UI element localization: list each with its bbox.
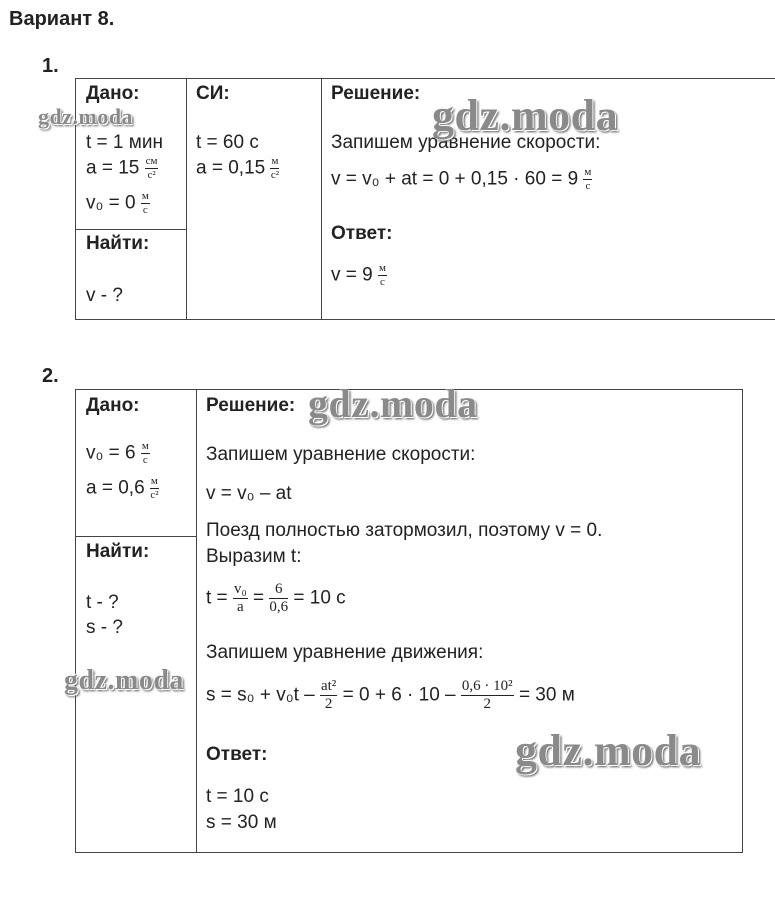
task2-given-a-den: c²	[150, 489, 159, 501]
task1-given-a-den: c²	[147, 169, 156, 181]
task2-s-frac1-num: at²	[320, 678, 337, 694]
task2-t-frac2	[269, 582, 288, 615]
task2-t-frac1-den: a	[236, 599, 244, 615]
task2-s-part1: s = s₀ + v₀t –	[206, 684, 315, 706]
task2-s-equation	[206, 679, 575, 712]
task2-number: 2.	[42, 365, 59, 387]
task2-border-right	[742, 389, 743, 853]
task2-t-eq-sign: =	[252, 587, 265, 609]
task1-find: v - ?	[86, 285, 123, 306]
task2-s-frac2-den: 2	[483, 696, 492, 712]
task2-given-header: Дано:	[86, 395, 140, 416]
task2-answer-t: t = 10 с	[206, 786, 269, 807]
task1-divider-find	[75, 229, 187, 230]
task1-divider-given	[186, 78, 187, 320]
task1-border-bottom	[75, 319, 775, 320]
task2-s-frac2-num: 0,6 · 10²	[461, 678, 513, 694]
task2-t-lhs: t =	[206, 587, 228, 609]
task2-find-header: Найти:	[86, 541, 150, 562]
task1-solution-line1: Запишем уравнение скорости:	[331, 132, 601, 153]
task2-given-v0-unit	[141, 441, 150, 466]
task2-given-a-num: м	[150, 475, 158, 487]
task1-answer-header: Ответ:	[331, 223, 393, 244]
task1-solution-eq	[331, 167, 592, 192]
watermark-3: gdz.moda	[308, 381, 478, 426]
task2-t-frac2-num: 6	[269, 582, 288, 599]
task2-line2: Поезд полностью затормозил, поэтому v = 0.	[206, 520, 603, 541]
task1-find-header: Найти:	[86, 233, 150, 254]
task2-t-frac2-den: 0,6	[269, 599, 289, 615]
task2-border-left	[75, 389, 76, 853]
watermark-2: gdz.moda	[432, 91, 619, 140]
task1-answer	[331, 263, 387, 288]
task2-t-rhs: = 10 с	[293, 587, 346, 609]
task2-find-s: s - ?	[86, 617, 123, 638]
task1-answer-unit	[378, 263, 387, 288]
task1-given-header: Дано:	[86, 83, 140, 104]
task2-line3: Выразим t:	[206, 546, 302, 567]
task1-si-a-prefix: a = 0,15	[196, 157, 266, 179]
watermark-4: gdz.moda	[64, 665, 184, 696]
task2-given-v0	[86, 441, 150, 466]
task2-divider-find	[75, 536, 197, 537]
task2-t-frac1-num: v₀	[233, 581, 247, 597]
task2-given-a-unit	[150, 476, 159, 501]
watermark-5: gdz.moda	[515, 726, 702, 775]
task1-solution-eq-num: м	[584, 166, 592, 178]
task1-given-v0-prefix: v₀ = 0	[86, 192, 136, 214]
task2-line4: Запишем уравнение движения:	[206, 642, 484, 663]
task1-answer-num: м	[379, 262, 386, 274]
task1-border-top	[75, 78, 775, 79]
task2-answer-s: s = 30 м	[206, 812, 277, 833]
task1-given-a-prefix: a = 15	[86, 157, 140, 179]
task1-si-a	[196, 156, 279, 181]
task2-answer-header: Ответ:	[206, 744, 268, 765]
task2-s-frac2	[461, 679, 514, 712]
task2-t-frac1	[233, 582, 248, 615]
task2-given-a-prefix: a = 0,6	[86, 477, 145, 499]
task2-given-v0-num: м	[141, 440, 149, 452]
task2-eq1: v = v₀ – at	[206, 483, 292, 504]
task2-given-a	[86, 476, 159, 501]
task2-given-v0-den: с	[142, 454, 148, 466]
task1-solution-eq-unit	[583, 167, 592, 192]
task1-divider-si	[321, 78, 322, 320]
task1-si-t: t = 60 с	[196, 132, 259, 153]
task1-given-t: t = 1 мин	[86, 132, 163, 153]
task1-given-v0-den: с	[142, 204, 148, 216]
task2-divider-given	[196, 389, 197, 853]
task1-answer-den: с	[380, 276, 385, 288]
watermark-1: gdz.moda	[38, 104, 134, 129]
task1-solution-eq-text: v = v₀ + at = 0 + 0,15 · 60 = 9	[331, 168, 579, 190]
task1-given-v0-unit	[141, 191, 150, 216]
page-title: Вариант 8.	[9, 8, 115, 30]
task1-answer-text: v = 9	[331, 264, 373, 286]
task1-si-header: СИ:	[196, 83, 230, 104]
task1-si-a-unit	[270, 156, 279, 181]
task1-solution-header: Решение:	[331, 83, 421, 104]
task1-given-a-num: см	[145, 155, 158, 167]
task2-given-v0-prefix: v₀ = 6	[86, 442, 136, 464]
task2-find-t: t - ?	[86, 592, 119, 613]
task1-given-a	[86, 156, 158, 181]
task1-given-v0-num: м	[141, 190, 149, 202]
task2-border-bottom	[75, 852, 743, 853]
task1-number: 1.	[42, 55, 59, 77]
task1-si-a-den: c²	[270, 169, 280, 181]
task1-given-v0	[86, 191, 150, 216]
task1-solution-eq-den: с	[585, 180, 591, 192]
task1-given-a-unit	[145, 156, 159, 181]
task2-s-frac1-den: 2	[324, 696, 333, 712]
task1-si-a-num: м	[271, 155, 279, 167]
task2-s-frac1	[320, 679, 337, 712]
task2-solution-header: Решение:	[206, 395, 296, 416]
task2-s-part3: = 30 м	[518, 684, 575, 706]
task2-line1: Запишем уравнение скорости:	[206, 444, 476, 465]
task2-t-equation	[206, 582, 346, 615]
task2-s-part2: = 0 + 6 · 10 –	[342, 684, 456, 706]
